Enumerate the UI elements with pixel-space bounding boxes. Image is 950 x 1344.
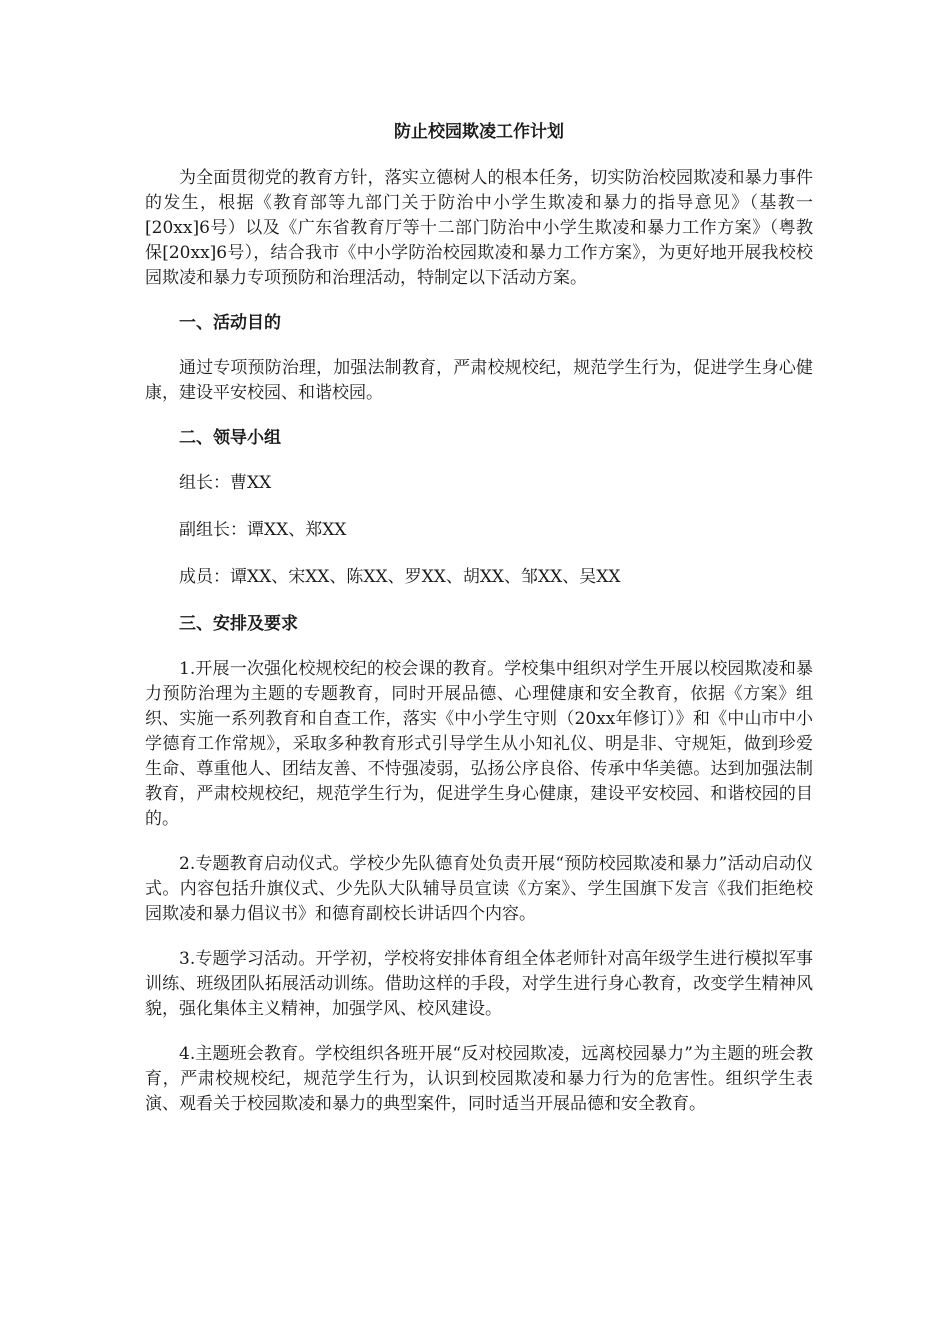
arrangement-item-3: 3.专题学习活动。开学初，学校将安排体育组全体老师针对高年级学生进行模拟军事训练、班级团队拓展活动训练。借助这样的手段，对学生进行身心教育，改变学生精神风貌，强化集体主义精神，加强学风、校风建设。	[145, 949, 813, 1019]
section-heading-arrangements: 三、安排及要求	[179, 614, 298, 634]
members-line: 成员：谭XX、宋XX、陈XX、罗XX、胡XX、邹XX、吴XX	[179, 567, 621, 587]
section-heading-purpose: 一、活动目的	[179, 313, 281, 333]
document-page	[145, 120, 813, 1137]
leader-line: 组长：曹XX	[179, 473, 272, 493]
vice-leader-line: 副组长：谭XX、郑XX	[179, 520, 347, 540]
intro-paragraph: 为全面贯彻党的教育方针，落实立德树人的根本任务，切实防治校园欺凌和暴力事件的发生，根据《教育部等九部门关于防治中小学生欺凌和暴力的指导意见》（基教一[20xx]6号）以及《广东省教育厅等十二部门防治中小学生欺凌和暴力工作方案》（粤教保[20xx]6号），结合我市《中小学防治校园欺凌和暴力工作方案》，为更好地开展我校校园欺凌和暴力专项预防和治理活动，特制定以下活动方案。	[145, 168, 813, 288]
section-heading-leadership: 二、领导小组	[179, 428, 281, 448]
purpose-paragraph: 通过专项预防治理，加强法制教育，严肃校规校纪，规范学生行为，促进学生身心健康，建设平安校园、和谐校园。	[145, 358, 813, 403]
arrangement-item-2: 2.专题教育启动仪式。学校少先队德育处负责开展“预防校园欺凌和暴力”活动启动仪式。内容包括升旗仪式、少先队大队辅导员宣读《方案》、学生国旗下发言《我们拒绝校园欺凌和暴力倡议书》和德育副校长讲话四个内容。	[145, 854, 813, 924]
document-title: 防止校园欺凌工作计划	[394, 122, 564, 142]
arrangement-item-1: 1.开展一次强化校规校纪的校会课的教育。学校集中组织对学生开展以校园欺凌和暴力预防治理为主题的专题教育，同时开展品德、心理健康和安全教育，依据《方案》组织、实施一系列教育和自查工作，落实《中小学生守则（20xx年修订）》和《中山市中小学德育工作常规》，采取多种教育形式引导学生从小知礼仪、明是非、守规矩，做到珍爱生命、尊重他人、团结友善、不恃强凌弱，弘扬公序良俗、传承中华美德。达到加强法制教育，严肃校规校纪，规范学生行为，促进学生身心健康，建设平安校园、和谐校园的目的。	[145, 659, 813, 829]
arrangement-item-4: 4.主题班会教育。学校组织各班开展“反对校园欺凌，远离校园暴力”为主题的班会教育，严肃校规校纪，规范学生行为，认识到校园欺凌和暴力行为的危害性。组织学生表演、观看关于校园欺凌和暴力的典型案件，同时适当开展品德和安全教育。	[145, 1044, 813, 1114]
